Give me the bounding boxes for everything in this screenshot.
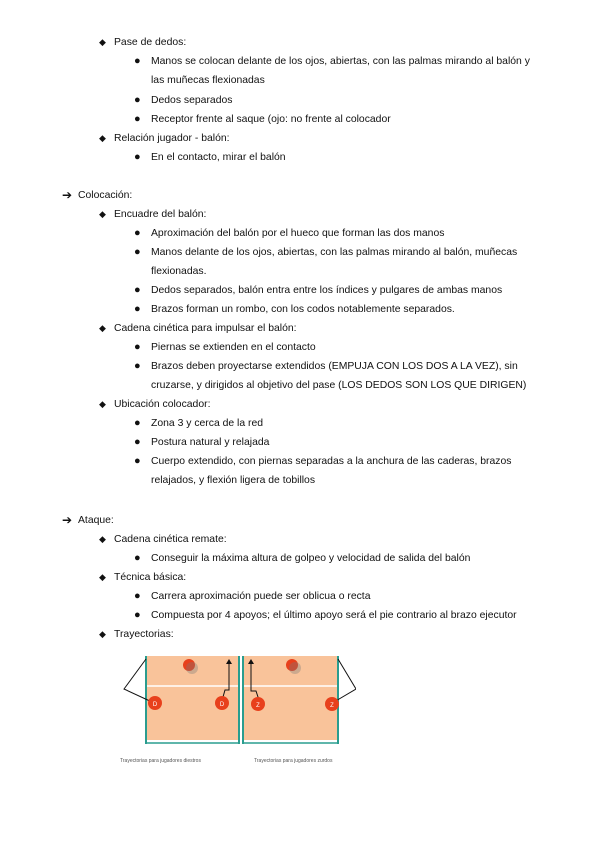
list-item: flexionadas. bbox=[151, 266, 207, 277]
subsection-cadena-title: Cadena cinética para impulsar el balón: bbox=[114, 323, 297, 334]
bullet-icon: ● bbox=[134, 417, 141, 429]
bullet-icon: ● bbox=[134, 94, 141, 106]
list-item: Brazos forman un rombo, con los codos notablemente separados. bbox=[151, 304, 455, 315]
section-pase-dedos-title: Pase de dedos: bbox=[114, 37, 187, 48]
diamond-bullet-icon: ◆ bbox=[99, 572, 106, 582]
bullet-icon: ● bbox=[134, 455, 141, 467]
bullet-icon: ● bbox=[134, 609, 141, 621]
list-item: Dedos separados, balón entra entre los índices y pulgares de ambas manos bbox=[151, 285, 503, 296]
list-item: Receptor frente al saque (ojo: no frente al colocador bbox=[151, 114, 391, 125]
list-item: Postura natural y relajada bbox=[151, 437, 270, 448]
subsection-relacion-title: Relación jugador - balón: bbox=[114, 133, 230, 144]
player-label: Z bbox=[256, 703, 260, 709]
diamond-bullet-icon: ◆ bbox=[99, 629, 106, 639]
list-item: Conseguir la máxima altura de golpeo y velocidad de salida del balón bbox=[151, 553, 471, 564]
list-item: Carrera aproximación puede ser oblicua o recta bbox=[151, 591, 371, 602]
list-item: En el contacto, mirar el balón bbox=[151, 152, 286, 163]
subsection-trayectorias-title: Trayectorias: bbox=[114, 629, 174, 640]
figure-caption-right: Trayectorias para jugadores zurdos bbox=[254, 758, 333, 764]
bullet-icon: ● bbox=[134, 436, 141, 448]
player-label: D bbox=[219, 702, 225, 708]
subsection-encuadre-title: Encuadre del balón: bbox=[114, 209, 207, 220]
player-shadow bbox=[289, 662, 301, 674]
list-item: las muñecas flexionadas bbox=[151, 75, 265, 86]
trajectories-figure bbox=[116, 648, 356, 764]
diamond-bullet-icon: ◆ bbox=[99, 133, 106, 143]
player-shadow bbox=[186, 662, 198, 674]
section-ataque-title: Ataque: bbox=[78, 515, 114, 526]
figure-caption-left: Trayectorias para jugadores diestros bbox=[120, 758, 201, 764]
bullet-icon: ● bbox=[134, 360, 141, 372]
trajectories-diagram bbox=[116, 648, 356, 748]
subsection-cadena-remate-title: Cadena cinética remate: bbox=[114, 534, 227, 545]
diamond-bullet-icon: ◆ bbox=[99, 399, 106, 409]
bullet-icon: ● bbox=[134, 227, 141, 239]
bullet-icon: ● bbox=[134, 341, 141, 353]
diamond-bullet-icon: ◆ bbox=[99, 209, 106, 219]
diamond-bullet-icon: ◆ bbox=[99, 323, 106, 333]
subsection-ubicacion-title: Ubicación colocador: bbox=[114, 399, 211, 410]
player-label: Z bbox=[330, 703, 334, 709]
bullet-icon: ● bbox=[134, 246, 141, 258]
bullet-icon: ● bbox=[134, 552, 141, 564]
list-item: Brazos deben proyectarse extendidos (EMPUJA CON LOS DOS A LA VEZ), sin bbox=[151, 361, 518, 372]
bullet-icon: ● bbox=[134, 113, 141, 125]
player-label: D bbox=[152, 702, 158, 708]
subsection-tecnica-title: Técnica básica: bbox=[114, 572, 187, 583]
arrow-bullet-icon: ➔ bbox=[62, 513, 73, 527]
list-item: Piernas se extienden en el contacto bbox=[151, 342, 316, 353]
list-item: Compuesta por 4 apoyos; el último apoyo será el pie contrario al brazo ejecutor bbox=[151, 610, 517, 621]
section-colocacion-title: Colocación: bbox=[78, 190, 133, 201]
diamond-bullet-icon: ◆ bbox=[99, 37, 106, 47]
list-item: Aproximación del balón por el hueco que forman las dos manos bbox=[151, 228, 445, 239]
list-item: Zona 3 y cerca de la red bbox=[151, 418, 264, 429]
list-item: relajados, y flexión ligera de tobillos bbox=[151, 475, 316, 486]
bullet-icon: ● bbox=[134, 590, 141, 602]
list-item: Manos se colocan delante de los ojos, abiertas, con las palmas mirando al balón y bbox=[151, 56, 530, 67]
list-item: Manos delante de los ojos, abiertas, con las palmas mirando al balón, muñecas bbox=[151, 247, 518, 258]
bullet-icon: ● bbox=[134, 303, 141, 315]
bullet-icon: ● bbox=[134, 284, 141, 296]
list-item: Cuerpo extendido, con piernas separadas a la anchura de las caderas, brazos bbox=[151, 456, 512, 467]
list-item: Dedos separados bbox=[151, 95, 233, 106]
list-item: cruzarse, y dirigidos al objetivo del pase (LOS DEDOS SON LOS QUE DIRIGEN) bbox=[151, 380, 527, 391]
diamond-bullet-icon: ◆ bbox=[99, 534, 106, 544]
bullet-icon: ● bbox=[134, 151, 141, 163]
arrow-bullet-icon: ➔ bbox=[62, 188, 73, 202]
bullet-icon: ● bbox=[134, 55, 141, 67]
